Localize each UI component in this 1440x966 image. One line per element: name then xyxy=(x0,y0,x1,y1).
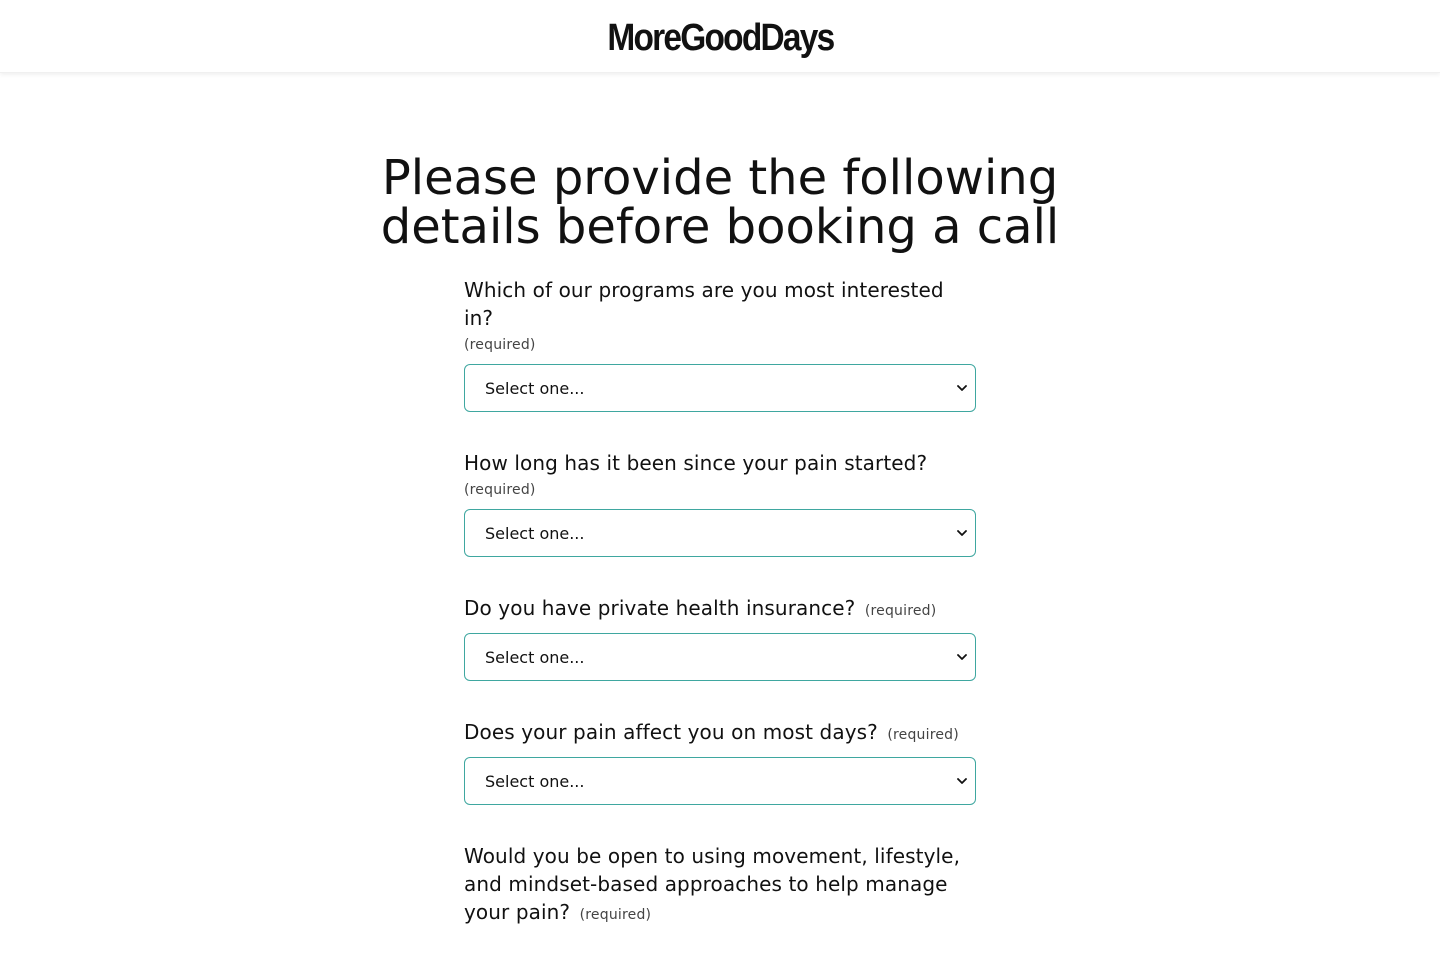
question-text: How long has it been since your pain started? xyxy=(464,451,928,475)
health-insurance-select[interactable] xyxy=(464,633,976,681)
question-text: Which of our programs are you most interested in? xyxy=(464,278,944,330)
field-label xyxy=(464,276,976,356)
field-label xyxy=(464,842,964,929)
site-header xyxy=(0,0,1440,73)
page-title-line-2: details before booking a call xyxy=(380,199,1060,255)
question-text: Do you have private health insurance? xyxy=(464,596,856,620)
question-text: Would you be open to using movement, lifestyle, and mindset-based approaches to help manage your pain? xyxy=(464,844,961,924)
field-health-insurance xyxy=(464,594,976,681)
program-interest-select[interactable] xyxy=(464,364,976,412)
question-text: Does your pain affect you on most days? xyxy=(464,720,878,744)
brand-logo[interactable]: MoreGoodDays xyxy=(606,16,833,59)
field-label xyxy=(464,449,976,501)
field-pain-most-days xyxy=(464,718,976,805)
select-value: Select one... xyxy=(485,378,585,398)
page-title xyxy=(0,150,1440,255)
field-label xyxy=(464,718,976,749)
chevron-down-icon xyxy=(955,650,969,664)
page-title-line-1: Please provide the following xyxy=(381,150,1059,206)
required-indicator: (required) xyxy=(579,907,652,923)
required-indicator: (required) xyxy=(464,337,536,353)
pre-booking-form xyxy=(464,276,976,966)
select-value: Select one... xyxy=(485,647,585,667)
pain-most-days-select[interactable] xyxy=(464,757,976,805)
required-indicator: (required) xyxy=(464,482,536,498)
field-pain-duration xyxy=(464,449,976,557)
select-value: Select one... xyxy=(485,523,585,543)
pain-duration-select[interactable] xyxy=(464,509,976,557)
chevron-down-icon xyxy=(955,774,969,788)
field-open-to-approaches xyxy=(464,842,976,929)
chevron-down-icon xyxy=(955,526,969,540)
required-indicator: (required) xyxy=(864,603,937,619)
required-indicator: (required) xyxy=(887,727,959,743)
chevron-down-icon xyxy=(955,381,969,395)
field-program-interest xyxy=(464,276,976,412)
field-label xyxy=(464,594,976,625)
select-value: Select one... xyxy=(485,771,585,791)
